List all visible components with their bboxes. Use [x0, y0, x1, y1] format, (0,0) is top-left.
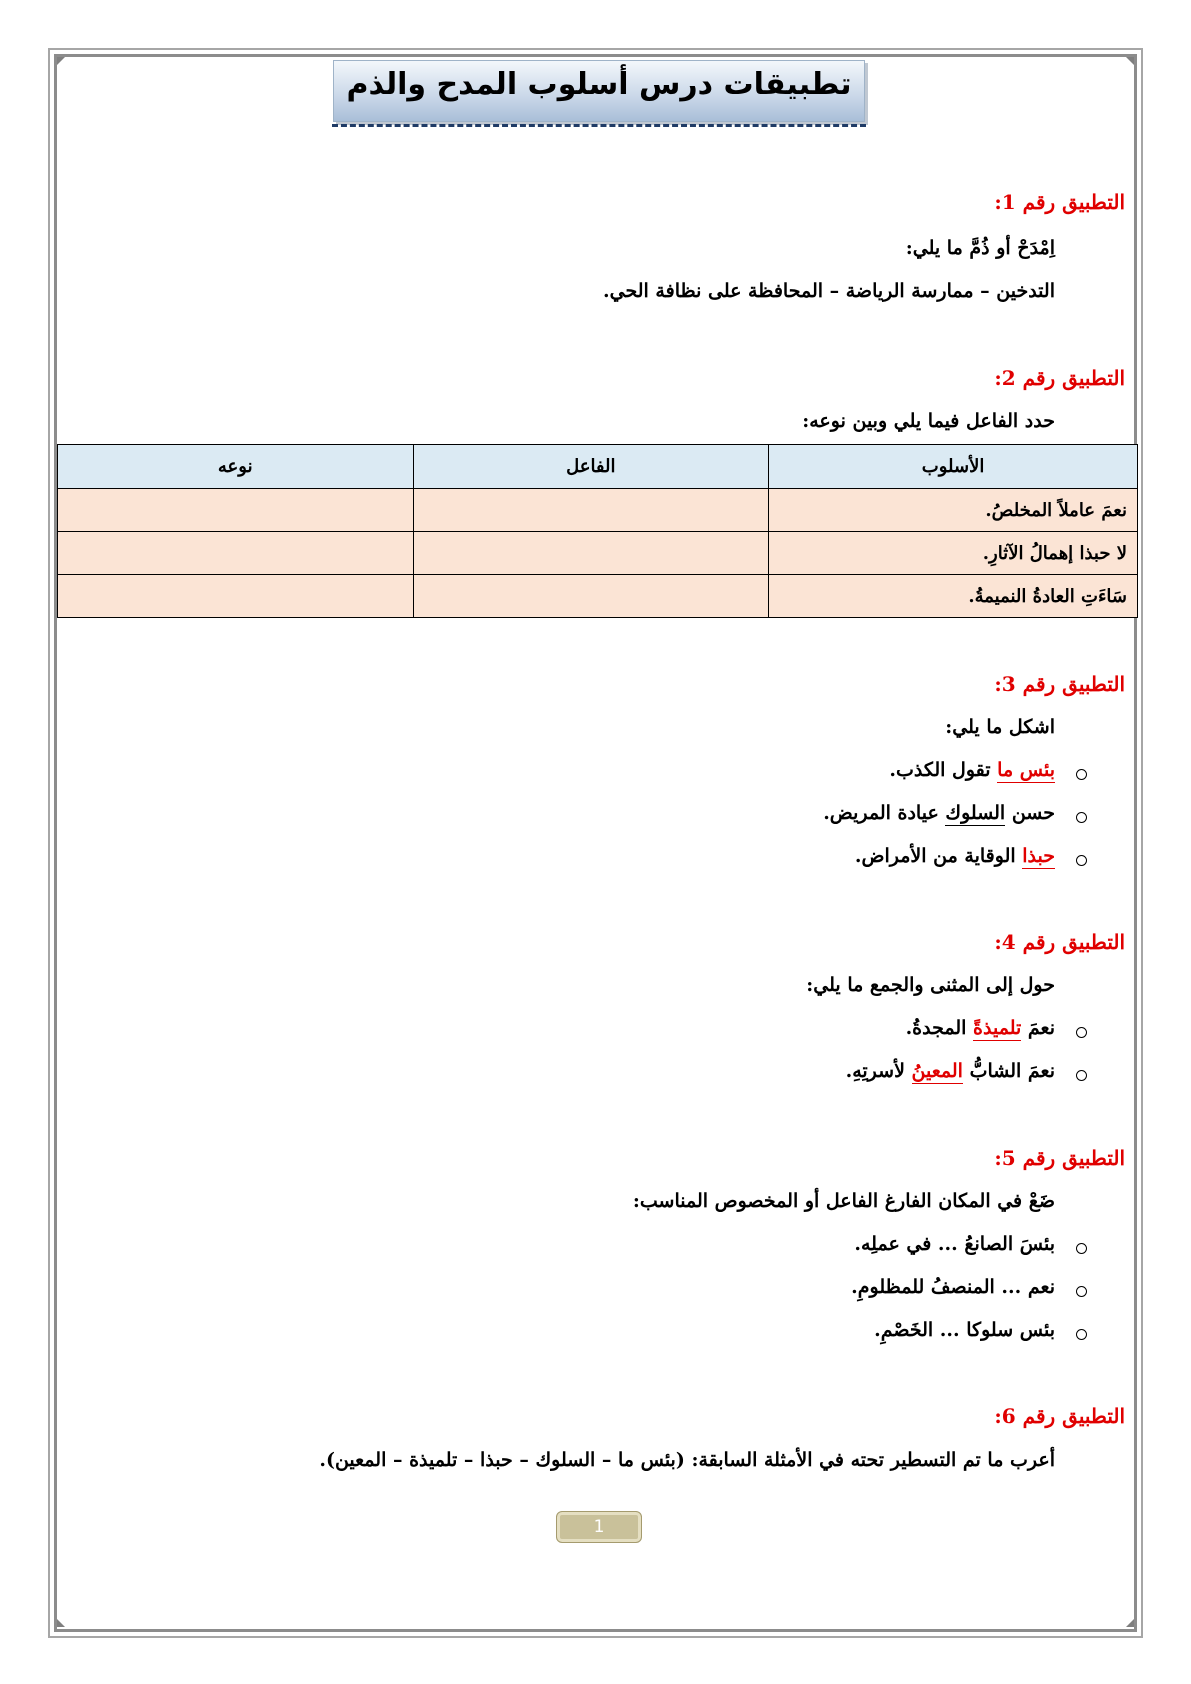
corner-ornament [57, 1619, 65, 1627]
page-title: تطبيقات درس أسلوب المدح والذم [346, 67, 852, 102]
style-analysis-table [57, 444, 1138, 618]
bullet-icon [1076, 1286, 1087, 1297]
item-text: نعمَ [1021, 1017, 1055, 1039]
exercise-5-item: نعم ... المنصفُ للمظلومِ. [851, 1276, 1055, 1298]
exercise-4-item [846, 1060, 1055, 1082]
item-text: تقول الكذب. [889, 759, 998, 781]
item-text: المجدةُ. [905, 1017, 974, 1039]
exercise-5-item: بئسَ الصانعُ ... في عملِه. [854, 1233, 1055, 1255]
table-cell-type [58, 575, 414, 618]
bullet-icon [1076, 855, 1087, 866]
highlighted-phrase: حبذا [1022, 845, 1055, 867]
table-cell-style: نعمَ عاملاً المخلصُ. [769, 489, 1138, 532]
item-text: الوقاية من الأمراض. [854, 845, 1023, 867]
table-cell-type [58, 532, 414, 575]
bullet-icon [1076, 1243, 1087, 1254]
table-cell-subject [413, 489, 769, 532]
exercise-1-instruction: اِمْدَحْ أو ذُمَّ ما يلي: [905, 237, 1055, 259]
exercise-1-items: التدخين – ممارسة الرياضة – المحافظة على نظافة الحي. [603, 280, 1055, 302]
exercise-3-instruction: اشكل ما يلي: [945, 716, 1055, 738]
table-cell-subject [413, 532, 769, 575]
page-number: 1 [556, 1511, 642, 1543]
exercise-3-item [855, 845, 1055, 867]
table-cell-style: لا حبذا إهمالُ الآثارِ. [769, 532, 1138, 575]
table-header-cell: نوعه [58, 445, 414, 489]
exercise-6-heading: التطبيق رقم 6: [994, 1404, 1125, 1428]
exercise-2-heading: التطبيق رقم 2: [994, 366, 1125, 390]
exercise-3-item [889, 759, 1055, 781]
table-header-row [58, 445, 1138, 489]
item-text: حسن [1005, 802, 1055, 824]
exercise-5-heading: التطبيق رقم 5: [994, 1146, 1125, 1170]
exercise-4-heading: التطبيق رقم 4: [994, 930, 1125, 954]
exercise-5-item: بئس سلوكا ... الخَصْمِ. [874, 1319, 1055, 1341]
exercise-3-item [823, 802, 1055, 824]
highlighted-phrase: بئس ما [997, 759, 1055, 781]
exercise-6-instruction: أعرب ما تم التسطير تحته في الأمثلة السابقة: (بئس ما – السلوك – حبذا – تلميذة – المعين). [319, 1449, 1055, 1471]
exercise-1-heading: التطبيق رقم 1: [994, 190, 1125, 214]
table-cell-style: سَاءَتِ العادةُ النميمةُ. [769, 575, 1138, 618]
exercise-4-instruction: حول إلى المثنى والجمع ما يلي: [806, 974, 1055, 996]
corner-ornament [1126, 1619, 1134, 1627]
item-text: نعمَ الشابُّ [962, 1060, 1055, 1082]
corner-ornament [57, 57, 65, 65]
table-row [58, 575, 1138, 618]
bullet-icon [1076, 812, 1087, 823]
highlighted-phrase: تلميذةً [973, 1017, 1022, 1039]
table-row [58, 489, 1138, 532]
table-cell-type [58, 489, 414, 532]
item-text: لأسرتِهِ. [845, 1060, 912, 1082]
title-banner [333, 60, 865, 122]
corner-ornament [1126, 57, 1134, 65]
table-header-cell: الفاعل [413, 445, 769, 489]
bullet-icon [1076, 1027, 1087, 1038]
exercise-2-instruction: حدد الفاعل فيما يلي وبين نوعه: [802, 410, 1055, 432]
underlined-word: السلوك [945, 802, 1006, 824]
table-row [58, 532, 1138, 575]
bullet-icon [1076, 1329, 1087, 1340]
exercise-3-heading: التطبيق رقم 3: [994, 672, 1125, 696]
table-cell-subject [413, 575, 769, 618]
highlighted-phrase: المعينُ [911, 1060, 963, 1082]
bullet-icon [1076, 1070, 1087, 1081]
exercise-4-item [906, 1017, 1055, 1039]
bullet-icon [1076, 769, 1087, 780]
table-header-cell: الأسلوب [769, 445, 1138, 489]
exercise-5-instruction: ضَعْ في المكان الفارغ الفاعل أو المخصوص المناسب: [632, 1190, 1055, 1212]
item-text: عيادة المريض. [823, 802, 946, 824]
